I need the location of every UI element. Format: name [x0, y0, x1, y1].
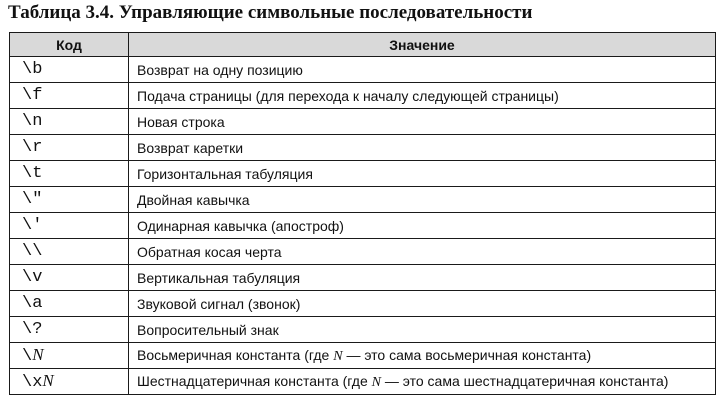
- code-cell: \f: [10, 83, 129, 109]
- table-row: [10, 265, 716, 291]
- header-value: Значение: [129, 33, 716, 57]
- value-cell: Обратная косая черта: [129, 239, 716, 265]
- value-cell: Вопросительный знак: [129, 317, 716, 343]
- code-cell: \\: [10, 239, 129, 265]
- value-cell: Шестнадцатеричная константа (где N — это сама шестнадцатеричная константа): [129, 369, 716, 395]
- table-row: [10, 187, 716, 213]
- code-cell: \b: [10, 57, 129, 83]
- header-code: Код: [10, 33, 129, 57]
- value-cell: Горизонтальная табуляция: [129, 161, 716, 187]
- code-cell: \": [10, 187, 129, 213]
- code-cell: \?: [10, 317, 129, 343]
- code-cell: \N: [10, 343, 129, 369]
- value-cell: Подача страницы (для перехода к началу следующей страницы): [129, 83, 716, 109]
- value-cell: Восьмеричная константа (где N — это сама восьмеричная константа): [129, 343, 716, 369]
- code-cell: \t: [10, 161, 129, 187]
- table-row: [10, 109, 716, 135]
- table-row: [10, 57, 716, 83]
- code-cell: \': [10, 213, 129, 239]
- table-row: [10, 83, 716, 109]
- table-caption: Таблица 3.4. Управляющие символьные последовательности: [8, 2, 533, 23]
- table-row: [10, 369, 716, 395]
- header-row: [10, 33, 716, 57]
- code-cell: \v: [10, 265, 129, 291]
- value-cell: Новая строка: [129, 109, 716, 135]
- table-body: [10, 57, 716, 395]
- code-cell: \r: [10, 135, 129, 161]
- code-cell: \a: [10, 291, 129, 317]
- table-row: [10, 343, 716, 369]
- table-row: [10, 135, 716, 161]
- value-cell: Одинарная кавычка (апостроф): [129, 213, 716, 239]
- code-cell: \n: [10, 109, 129, 135]
- table-row: [10, 213, 716, 239]
- value-cell: Звуковой сигнал (звонок): [129, 291, 716, 317]
- table-row: [10, 239, 716, 265]
- table-row: [10, 161, 716, 187]
- value-cell: Возврат каретки: [129, 135, 716, 161]
- table-row: [10, 291, 716, 317]
- code-cell: \xN: [10, 369, 129, 395]
- value-cell: Вертикальная табуляция: [129, 265, 716, 291]
- value-cell: Возврат на одну позицию: [129, 57, 716, 83]
- table-row: [10, 317, 716, 343]
- escape-sequences-table: [9, 32, 716, 395]
- value-cell: Двойная кавычка: [129, 187, 716, 213]
